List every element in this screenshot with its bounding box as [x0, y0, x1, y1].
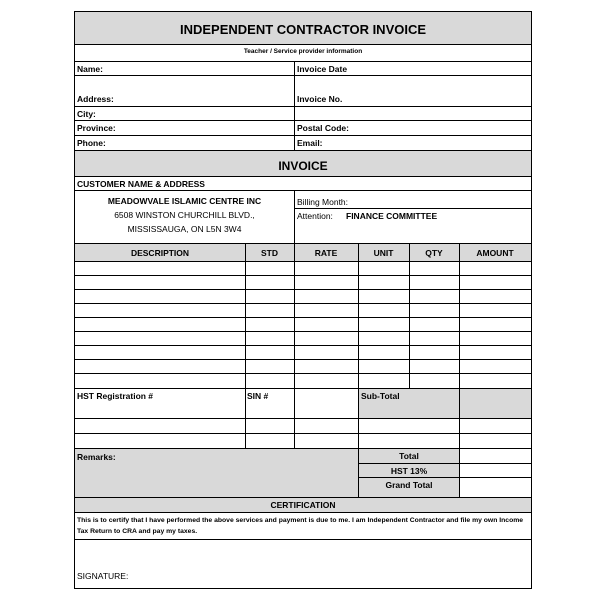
subtotal-label: Sub-Total	[361, 391, 400, 401]
provider-caption: Teacher / Service provider information	[243, 48, 363, 55]
col-unit: UNIT	[373, 248, 394, 258]
customer-street: 6508 WINSTON CHURCHILL BLVD.,	[114, 210, 255, 220]
customer-name: MEADOWVALE ISLAMIC CENTRE INC	[107, 196, 262, 206]
invoice-date-label: Invoice Date	[297, 64, 348, 74]
phone-label: Phone:	[77, 138, 106, 148]
city-label: City:	[77, 109, 96, 119]
hst-registration-label: HST Registration #	[77, 391, 154, 401]
address-label: Address:	[77, 94, 114, 104]
customer-heading: CUSTOMER NAME & ADDRESS	[77, 179, 205, 189]
remarks-label: Remarks:	[77, 452, 116, 462]
form-title: INDEPENDENT CONTRACTOR INVOICE	[179, 22, 427, 37]
col-std: STD	[261, 248, 278, 258]
col-rate: RATE	[314, 248, 338, 258]
customer-city: MISSISSAUGA, ON L5N 3W4	[127, 224, 242, 234]
billing-month-label: Billing Month:	[297, 197, 349, 207]
total-label: Total	[399, 451, 419, 461]
certification-heading: CERTIFICATION	[270, 500, 336, 510]
attention-label: Attention:	[297, 211, 333, 221]
remarks-area	[75, 449, 358, 497]
invoice-heading: INVOICE	[278, 159, 328, 173]
col-qty: QTY	[425, 248, 443, 258]
signature-label: SIGNATURE:	[77, 571, 129, 581]
province-label: Province:	[77, 123, 116, 133]
attention-value: FINANCE COMMITTEE	[346, 211, 438, 221]
subtotal-value-cell	[460, 389, 531, 418]
invoice-no-label: Invoice No.	[297, 94, 343, 104]
certification-text: This is to certify that I have performed the above services and payment is due to me. I am Independent Contractor and file my own Income Tax Return to CRA and pay my taxes.	[77, 517, 524, 535]
col-description: DESCRIPTION	[130, 248, 190, 258]
grand-total-label: Grand Total	[385, 480, 433, 490]
name-label: Name:	[77, 64, 103, 74]
invoice-form	[74, 11, 532, 589]
col-amount: AMOUNT	[476, 248, 514, 258]
sin-label: SIN #	[247, 391, 269, 401]
postal-code-label: Postal Code:	[297, 123, 349, 133]
email-label: Email:	[297, 138, 323, 148]
hst-label: HST 13%	[390, 466, 428, 476]
